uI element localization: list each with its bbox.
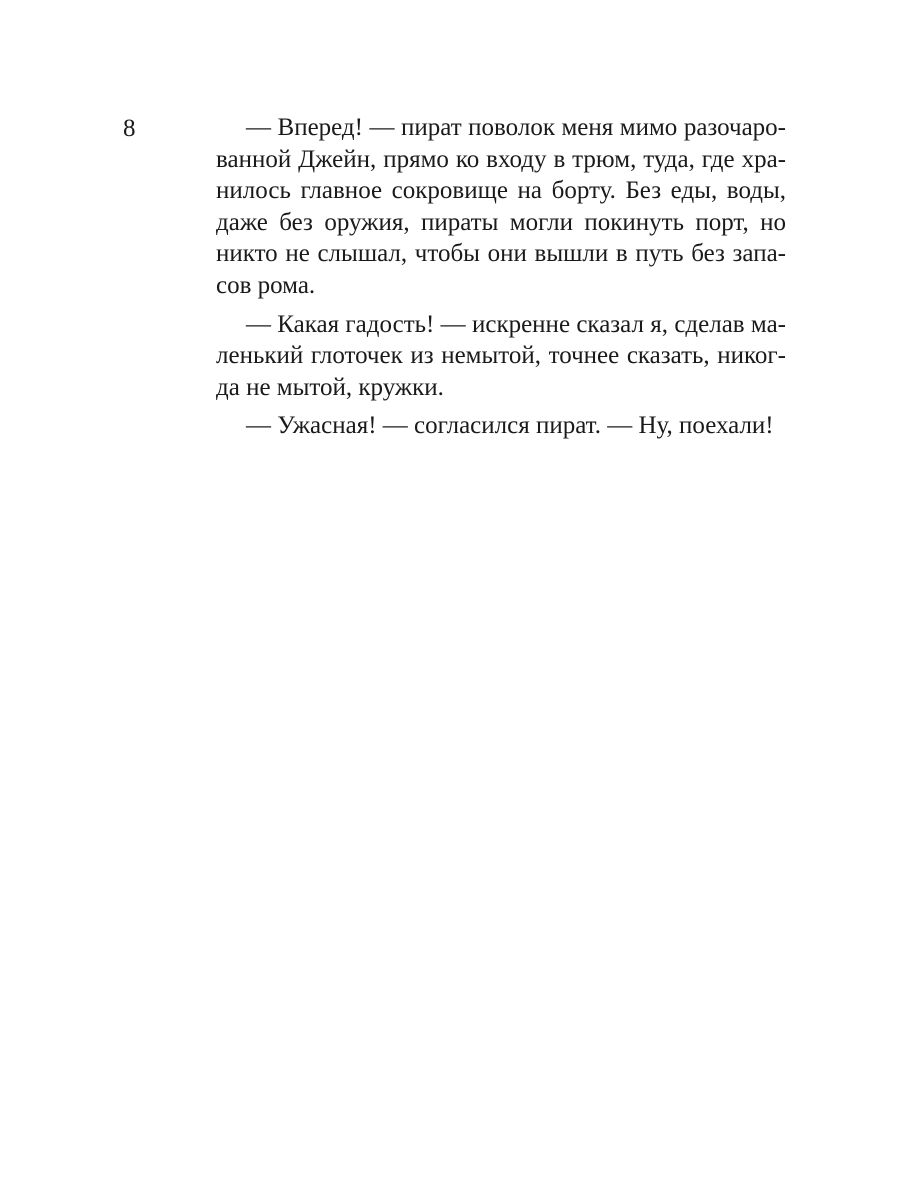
body-text [216, 112, 786, 442]
text-line: — Ужасная! — согласился пират. — Ну, поехали! [246, 412, 774, 440]
text-line: — Какая гадость! — искренне сказал я, сделав ма- [246, 310, 786, 338]
text-line: нилось главное сокровище на борту. Без еды, воды, [216, 177, 786, 205]
text-line: да не мытой, кружки. [216, 373, 444, 401]
paragraph-3 [216, 410, 786, 442]
text-line: — Вперед! — пират поволок меня мимо разочаро- [246, 114, 786, 141]
text-line: ленький глоточек из немытой, точнее сказать, никог- [216, 342, 786, 370]
text-line: даже без оружия, пираты могли покинуть порт, но [216, 208, 786, 236]
text-line: сов рома. [216, 271, 316, 299]
text-line: ванной Джейн, прямо ко входу в трюм, туда, где хра- [216, 145, 786, 173]
page-number: 8 [123, 115, 136, 142]
paragraph-2 [216, 309, 786, 404]
text-line: никто не слышал, чтобы они вышли в путь без запа- [216, 240, 786, 268]
paragraph-1 [216, 112, 786, 302]
